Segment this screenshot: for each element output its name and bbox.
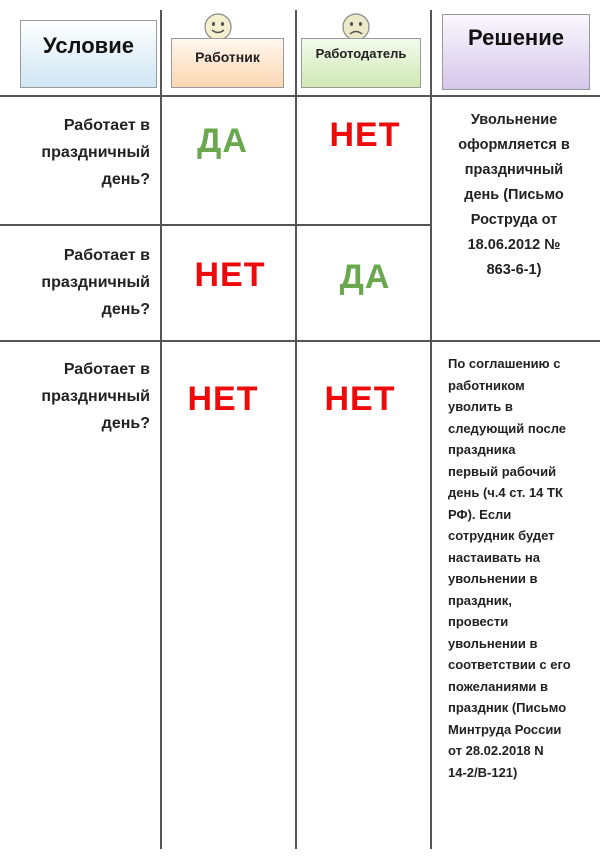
condition-line: праздничный <box>41 274 150 291</box>
row-2-employee-answer: НЕТ <box>194 256 266 294</box>
row-divider-1 <box>0 224 430 226</box>
condition-line: праздничный <box>41 388 150 405</box>
condition-line: день? <box>101 415 150 432</box>
decision-line: провести <box>448 614 509 629</box>
decision-line: первый рабочий <box>448 463 557 479</box>
decision-line: По соглашению с <box>448 356 561 371</box>
header-condition: Условие <box>20 20 157 88</box>
condition-line: Работает в <box>63 247 150 264</box>
decision-line: день (ч.4 ст. 14 ТК <box>448 485 563 500</box>
decision-line: работником <box>448 377 525 393</box>
decision-line: праздник (Письмо <box>448 700 567 715</box>
condition-line: день? <box>101 301 150 318</box>
decision-line: оформляется в <box>458 137 570 153</box>
decision-line: 14-2/В-121) <box>448 764 518 780</box>
header-employer: Работодатель <box>301 38 421 88</box>
decision-line: соответствии с его <box>448 657 571 672</box>
row-1-employee-answer: ДА <box>197 122 248 160</box>
row-3-condition <box>10 356 150 437</box>
decision-line: пожеланиями в <box>448 678 549 694</box>
decision-line: 863-6-1) <box>486 262 542 278</box>
column-divider-1 <box>160 10 162 849</box>
decision-line: праздничный <box>464 162 564 178</box>
decision-line: от 28.02.2018 N <box>448 743 544 758</box>
decision-rows-1-2 <box>438 108 590 283</box>
decision-line: праздника <box>448 442 516 457</box>
row-2-condition <box>10 242 150 323</box>
decision-line: Увольнение <box>470 112 558 128</box>
decision-line: РФ). Если <box>448 506 512 522</box>
decision-line: праздник, <box>448 592 512 608</box>
row-3-employer-answer: НЕТ <box>324 380 396 418</box>
row-1-condition <box>10 112 150 193</box>
decision-line: следующий после <box>448 420 567 436</box>
row-divider-2 <box>0 340 600 342</box>
row-3-employee-answer: НЕТ <box>187 380 259 418</box>
decision-line: уволить в <box>448 399 513 414</box>
decision-line: Минтруда России <box>448 721 562 737</box>
condition-line: праздничный <box>41 144 150 161</box>
decision-line: Роструда от <box>470 212 558 228</box>
column-divider-2 <box>295 10 297 849</box>
condition-line: день? <box>101 171 150 188</box>
decision-line: увольнении в <box>448 635 538 651</box>
condition-line: Работает в <box>63 361 150 378</box>
column-divider-3 <box>430 10 432 849</box>
decision-row-3 <box>438 353 590 783</box>
header-employee: Работник <box>171 38 284 88</box>
condition-line: Работает в <box>63 117 150 134</box>
decision-line: увольнении в <box>448 571 538 586</box>
decision-line: настаивать на <box>448 549 541 565</box>
decision-line: 18.06.2012 № <box>467 237 561 253</box>
header-decision: Решение <box>442 14 590 90</box>
row-divider-header <box>0 95 600 97</box>
decision-line: день (Письмо <box>464 187 564 203</box>
row-1-employer-answer: НЕТ <box>329 116 401 154</box>
row-2-employer-answer: ДА <box>339 258 391 296</box>
decision-line: сотрудник будет <box>448 528 555 543</box>
